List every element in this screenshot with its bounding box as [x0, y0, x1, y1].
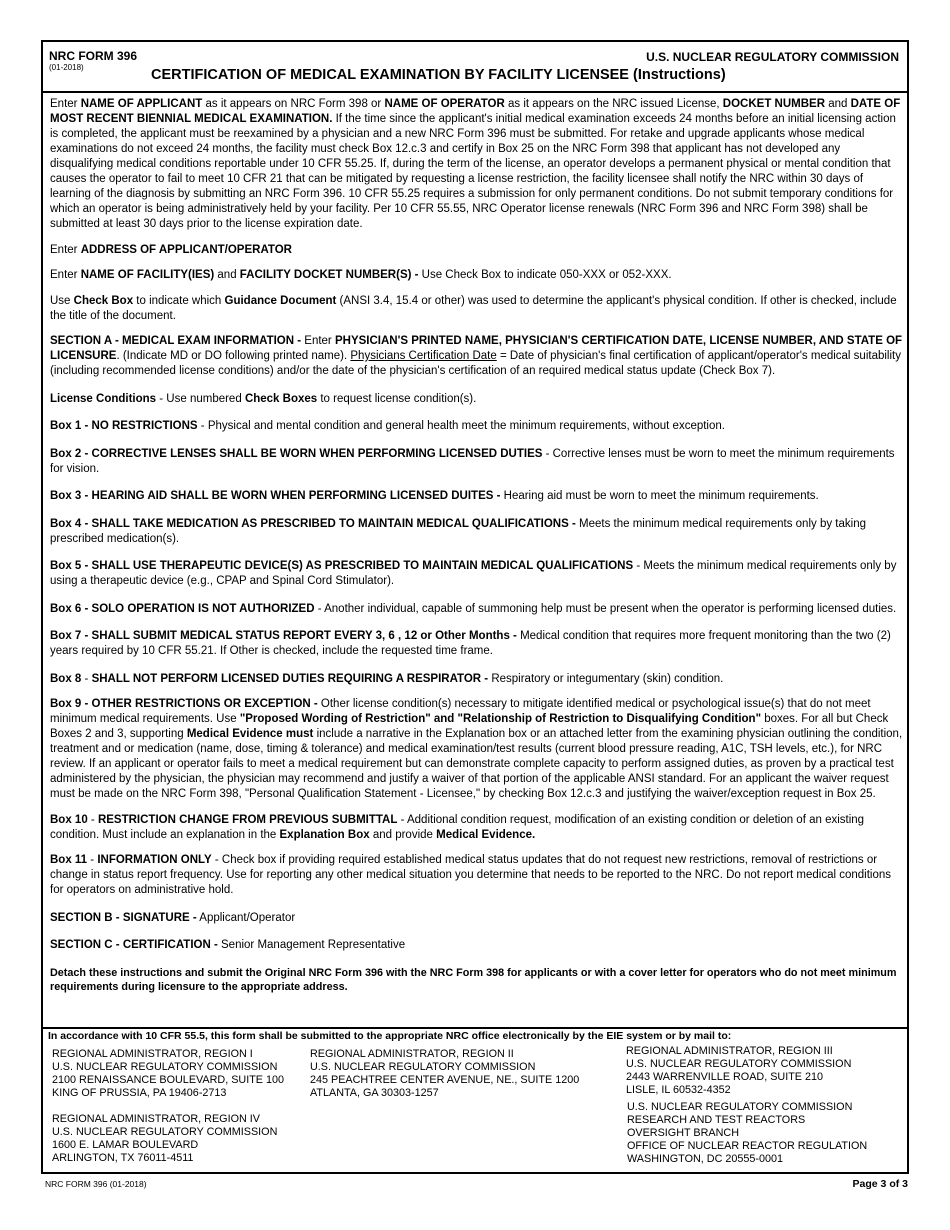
instructions-body [50, 97, 906, 994]
detach-notice: Detach these instructions and submit the Original NRC Form 396 with the NRC Form 398 for applicants or with a cover letter for operators who do not meet minimum requirements during licensure to the appropriate address. [50, 966, 897, 993]
para-box-1: Box 1 - NO RESTRICTIONS - Physical and mental condition and general health meet the minimum requirements, without exception. [50, 420, 725, 432]
address-research-reactors: U.S. NUCLEAR REGULATORY COMMISSION RESEARCH AND TEST REACTORS OVERSIGHT BRANCH OFFICE OF NUCLEAR REACTOR REGULATION WASHINGTON, DC 20555-0001 [627, 1101, 868, 1165]
para-section-c: SECTION C - CERTIFICATION - Senior Management Representative [50, 939, 406, 951]
mailing-divider [43, 1027, 907, 1029]
address-region-2: REGIONAL ADMINISTRATOR, REGION II U.S. NUCLEAR REGULATORY COMMISSION 245 PEACHTREE CENTER AVENUE, NE., SUITE 1200 ATLANTA, GA 30303-1257 [310, 1048, 580, 1099]
para-box-2: Box 2 - CORRECTIVE LENSES SHALL BE WORN WHEN PERFORMING LICENSED DUTIES - Corrective lenses must be worn to meet the minimum requirements for vision. [50, 447, 895, 475]
footer-form-number: NRC FORM 396 (01-2018) [45, 1179, 147, 1189]
page-title: CERTIFICATION OF MEDICAL EXAMINATION BY FACILITY LICENSEE (Instructions) [151, 67, 726, 83]
para-box-3: Box 3 - HEARING AID SHALL BE WORN WHEN PERFORMING LICENSED DUITES - Hearing aid must be worn to meet the minimum requirements. [50, 490, 819, 502]
para-box-4: Box 4 - SHALL TAKE MEDICATION AS PRESCRIBED TO MAINTAIN MEDICAL QUALIFICATIONS - Meets the minimum medical requirements only by taking prescribed medication(s). [50, 517, 866, 545]
para-guidance: Use Check Box to indicate which Guidance Document (ANSI 3.4, 15.4 or other) was used to determine the applicant's physical condition. If other is checked, include the title of the document. [50, 294, 897, 322]
para-box-9: Box 9 - OTHER RESTRICTIONS OR EXCEPTION - Other license condition(s) necessary to mitigate identified medical or psychological issue(s) that do not meet minimum medical requirements. Use "Proposed Wording of Restriction" and "Relationship of Restriction to Disqualifying Condition" boxes. For all but Check Boxes 2 and 3, supporting Medical Evidence must include a narrative in the Explanation box or an attached letter from the examining physician outlining the condition, treatment and or medication (name, dose, timing & tolerance) and medical examination/test results (current blood pressure reading, A1C, TSH levels, etc.), for NRC review. If an applicant or operator fails to meet a medical requirement but can demonstrate complete capacity to perform assigned duties, as proven by a practical test administered by the physician, the physician may recommend and justify a waiver of that portion of the applicable ANSI standard. For an applicant the waiver request must be made on the NRC Form 398, "Personal Qualification Statement - Licensee," by checking Box 12.c.3 and justifying the waiver/exception request in Box 25. [50, 698, 903, 800]
para-box-6: Box 6 - SOLO OPERATION IS NOT AUTHORIZED - Another individual, capable of summoning help must be present when the operator is performing licensed duties. [50, 602, 897, 615]
address-region-1: REGIONAL ADMINISTRATOR, REGION I U.S. NUCLEAR REGULATORY COMMISSION 2100 RENAISSANCE BOULEVARD, SUITE 100 KING OF PRUSSIA, PA 19406-2713 [52, 1048, 285, 1099]
para-section-a: SECTION A - MEDICAL EXAM INFORMATION - Enter PHYSICIAN'S PRINTED NAME, PHYSICIAN'S CERTIFICATION DATE, LICENSE NUMBER, AND STATE OF LICENSURE. (Indicate MD or DO following printed name). Physicians Certification Date = Date of physician's final certification of applicant/operator's medical suitability (including recommended license conditions) and/or the date of the physician's certification of an required medical status update (Check Box 7). [50, 335, 903, 377]
mailing-intro: In accordance with 10 CFR 55.5, this form shall be submitted to the appropriate NRC office electronically by the EIE system or by mail to: [48, 1030, 732, 1042]
form-page [41, 40, 909, 1174]
para-box-10: Box 10 - RESTRICTION CHANGE FROM PREVIOUS SUBMITTAL - Additional condition request, modification of an existing condition or deletion of an existing condition. Must include an explanation in the Explanation Box and provide Medical Evidence. [50, 813, 865, 841]
para-box-8: Box 8 - SHALL NOT PERFORM LICENSED DUTIES REQUIRING A RESPIRATOR - Respiratory or integumentary (skin) condition. [50, 672, 724, 685]
para-box-11: Box 11 - INFORMATION ONLY - Check box if providing required established medical status updates that do not request new restrictions, removal of restrictions or change in status report frequency. Use for reporting any other medical situation you determine that needs to be reported to the NRC. Do not report medical conditions for operators on administrative hold. [50, 854, 892, 896]
para-address: Enter ADDRESS OF APPLICANT/OPERATOR [50, 243, 292, 256]
form-number: NRC FORM 396 [49, 49, 138, 63]
para-box-7: Box 7 - SHALL SUBMIT MEDICAL STATUS REPORT EVERY 3, 6 , 12 or Other Months - Medical condition that requires more frequent monitoring than the two (2) years required by 10 CFR 55.21. If Other is checked, include the requested time frame. [50, 630, 891, 657]
para-box-5: Box 5 - SHALL USE THERAPEUTIC DEVICE(S) AS PRESCRIBED TO MAINTAIN MEDICAL QUALIFICATIONS - Meets the minimum medical requirements only by using a therapeutic device (e.g., CPAP and Spinal Cord Stimulator). [50, 560, 897, 587]
para-license-conditions: License Conditions - Use numbered Check Boxes to request license condition(s). [50, 392, 477, 405]
form-revision: (01-2018) [49, 63, 84, 72]
para-facility: Enter NAME OF FACILITY(IES) and FACILITY DOCKET NUMBER(S) - Use Check Box to indicate 050-XXX or 052-XXX. [50, 269, 672, 281]
form-header [43, 42, 907, 93]
footer-page-number: Page 3 of 3 [852, 1178, 908, 1190]
address-region-3: REGIONAL ADMINISTRATOR, REGION III U.S. NUCLEAR REGULATORY COMMISSION 2443 WARRENVILLE ROAD, SUITE 210 LISLE, IL 60532-4352 [626, 1045, 852, 1096]
address-region-4: REGIONAL ADMINISTRATOR, REGION IV U.S. NUCLEAR REGULATORY COMMISSION 1600 E. LAMAR BOULEVARD ARLINGTON, TX 76011-4511 [52, 1113, 278, 1164]
para-applicant: Enter NAME OF APPLICANT as it appears on NRC Form 398 or NAME OF OPERATOR as it appears on the NRC issued License, DOCKET NUMBER and DATE OF MOST RECENT BIENNIAL MEDICAL EXAMINATION. If the time since the applicant's initial medical examination exceeds 24 months before an initial licensing action is completed, the applicant must be reexamined by a physician and a new NRC Form 396 must be submitted. For retake and upgrade applicants whose medical examinations do not exceed 24 months, the facility must check Box 12.c.3 and certify in Box 25 on the NRC Form 398 that applicant has not developed any disqualifying medical conditions reportable under 10 CFR 55.25. If, during the term of the license, an operator develops a permanent physical or mental condition that causes the operator to fail to meet 10 CFR 21 that can be mitigated by requesting a license restriction, the facility licensee shall notify the NRC within 30 days of learning of the diagnosis by submitting an NRC Form 396. 10 CFR 55.25 requires a submission for only permanent conditions. Do not submit temporary conditions for which an operator is being administratively held by your facility. Per 10 CFR 55.55, NRC Operator license renewals (NRC Form 396 and NRC Form 398) shall be submitted at least 30 days prior to the license expiration date. [50, 98, 901, 230]
para-section-b: SECTION B - SIGNATURE - Applicant/Operator [50, 911, 296, 924]
agency-name: U.S. NUCLEAR REGULATORY COMMISSION [646, 50, 899, 64]
